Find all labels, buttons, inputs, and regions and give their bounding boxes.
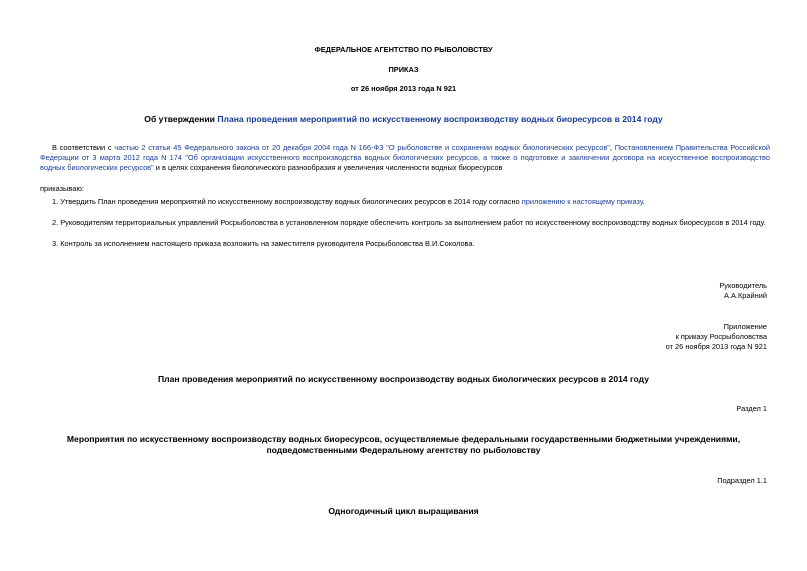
document-type: ПРИКАЗ bbox=[388, 65, 419, 74]
section-label: Раздел 1 bbox=[736, 404, 767, 413]
signature-position: Руководитель bbox=[719, 281, 767, 290]
order-item-2: 2. Руководителям территориальных управлений Росрыболовства в установленном порядке обеспечить контроль за выполнением работ по искусственному воспроизводству водных биоресурсов в 2014 году. bbox=[52, 218, 766, 227]
appendix-label: Приложение bbox=[723, 322, 767, 331]
resolution-link[interactable]: Постановлением Правительства Российской Федерации от 3 марта 2012 года N 174 "Об организации искусственного воспроизводства водных биологических ресурсов, а также о подготовке и заключении договора на искусственное воспроизводство водных биологических ресурсов" bbox=[40, 143, 770, 172]
appendix-reference: к приказу Росрыболовства bbox=[675, 332, 767, 341]
section-title-line-2: подведомственными Федеральному агентству по рыболовству bbox=[266, 445, 541, 455]
preamble-text-1: В соответствии с bbox=[52, 143, 115, 152]
document-title bbox=[0, 114, 807, 125]
preamble-paragraph bbox=[40, 143, 770, 173]
preamble-text-2: , bbox=[609, 143, 615, 152]
order-item-1-text: 1. Утвердить План проведения мероприятий по искусственному воспроизводству водных биологических ресурсов в 2014 году согласно bbox=[52, 197, 522, 206]
law-link[interactable]: частью 2 статьи 45 Федерального закона от 20 декабря 2004 года N 166-ФЗ "О рыболовстве и сохранении водных биологических ресурсов" bbox=[114, 143, 610, 152]
subsection-title: Одногодичный цикл выращивания bbox=[328, 506, 479, 516]
plan-title: План проведения мероприятий по искусственному воспроизводству водных биологических ресурсов в 2014 году bbox=[157, 374, 650, 384]
order-item-1-end: . bbox=[642, 197, 645, 206]
order-word: приказываю: bbox=[40, 184, 84, 193]
subsection-label: Подраздел 1.1 bbox=[717, 476, 767, 485]
appendix-date: от 26 ноября 2013 года N 921 bbox=[665, 342, 767, 351]
title-prefix: Об утверждении bbox=[144, 114, 218, 124]
title-link[interactable]: Плана проведения мероприятий по искусственному воспроизводству водных биоресурсов в 2014 году bbox=[217, 114, 663, 124]
appendix-link[interactable]: приложению к настоящему приказу bbox=[521, 197, 643, 206]
section-title-line-1: Мероприятия по искусственному воспроизводству водных биоресурсов, осуществляемые федеральными государственными бюджетными учреждениями, bbox=[66, 434, 741, 444]
document-date-number: от 26 ноября 2013 года N 921 bbox=[350, 84, 457, 93]
preamble-text-3: и в целях сохранения биологического разнообразия и увеличения численности водных биоресурсов bbox=[153, 163, 503, 172]
agency-name: ФЕДЕРАЛЬНОЕ АГЕНТСТВО ПО РЫБОЛОВСТВУ bbox=[314, 45, 493, 54]
order-item-3: 3. Контроль за исполнением настоящего приказа возложить на заместителя руководителя Росрыболовства В.И.Соколова. bbox=[52, 239, 475, 248]
order-item-1 bbox=[40, 197, 770, 207]
signature-name: А.А.Крайний bbox=[724, 291, 767, 300]
